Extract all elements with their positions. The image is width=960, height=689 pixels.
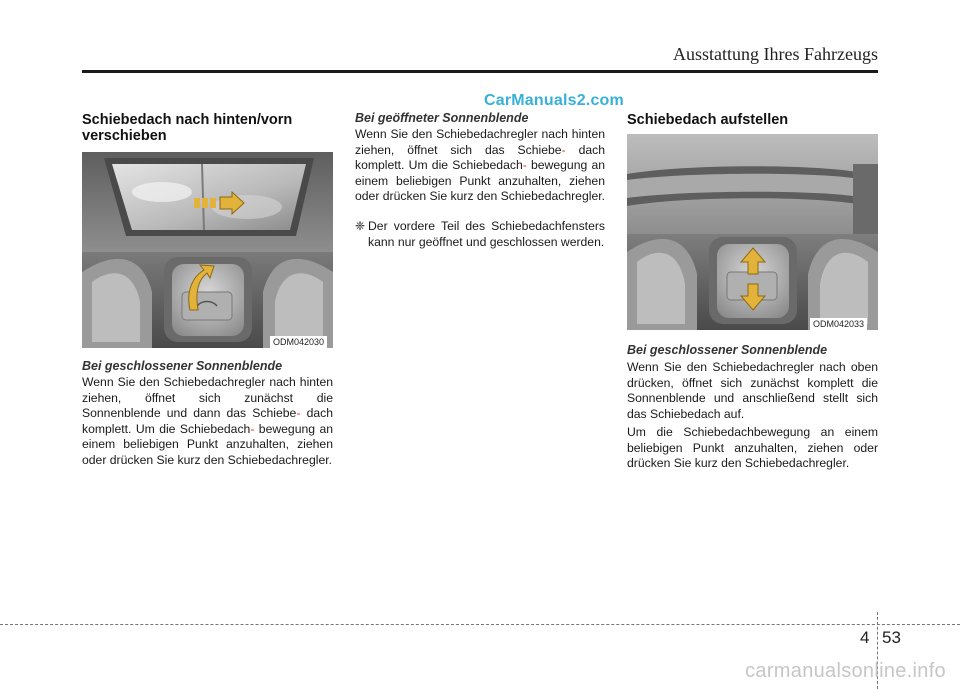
note: [355, 219, 605, 250]
figure-caption: ODM042033: [810, 318, 867, 330]
figure-caption: ODM042030: [270, 336, 327, 348]
subheading-open-sunshade: Bei geöffneter Sonnenblende: [355, 111, 529, 125]
text: dach komplett. Um die Schiebedach: [355, 142, 606, 172]
header-rule: [82, 70, 878, 73]
subheading-closed-sunshade: Bei geschlossener Sonnenblende: [82, 359, 283, 373]
footer-watermark-link[interactable]: carmanualsonline.info: [745, 660, 946, 682]
footer-rule: [0, 624, 960, 625]
section-heading-slide: Schiebedach nach hinten/vorn verschieben: [82, 112, 293, 144]
text: dach komplett. Um die Schiebedach: [82, 406, 333, 436]
hyphen: -: [561, 142, 566, 157]
paragraph-tilt: [627, 360, 878, 475]
hyphen: -: [250, 421, 255, 436]
paragraph-slide-closed: [82, 375, 333, 471]
text: bewegung an einem beliebigen Punkt anzuhalten, ziehen oder drücken Sie kurz den Schiebedachregler.: [355, 158, 605, 203]
paragraph: Um die Schiebedachbewegung an einem beliebigen Punkt anzuhalten, ziehen oder drücken Sie kurz den Schiebedachregler.: [627, 425, 878, 470]
figure-tilt-roof: [627, 134, 878, 330]
text: bewegung an einem beliebigen Punkt anzuhalten, ziehen oder drücken Sie kurz den Schiebedachregler.: [82, 421, 333, 467]
sunroof-slide-illustration: [82, 152, 333, 348]
watermark-link[interactable]: CarManuals2.com: [484, 92, 624, 109]
sunroof-tilt-illustration: [627, 134, 878, 330]
subheading-closed-sunshade: Bei geschlossener Sonnenblende: [627, 343, 828, 357]
text: Wenn Sie den Schiebedachregler nach hinten ziehen, öffnet sich zunächst die Sonnenblende und dann das Schiebe: [82, 375, 333, 420]
note-symbol: ❈: [355, 219, 366, 233]
paragraph-slide-open: [355, 127, 605, 208]
chapter-number: 4: [860, 628, 870, 647]
hyphen: -: [296, 406, 301, 420]
section-heading-tilt: Schiebedach aufstellen: [627, 112, 789, 128]
paragraph: Wenn Sie den Schiebedachregler nach oben drücken, öffnet sich zunächst komplett die Sonnenblende und anschließend stellt sich das Schiebedach auf.: [627, 360, 878, 421]
running-header: Ausstattung Ihres Fahrzeugs: [673, 44, 878, 64]
figure-slide-roof: [82, 152, 333, 348]
text: Wenn Sie den Schiebedachregler nach hinten ziehen, öffnet sich das Schiebe: [355, 127, 605, 157]
note-text: Der vordere Teil des Schiebedachfensters kann nur geöffnet und geschlossen werden.: [368, 219, 605, 249]
page-number: 53: [882, 628, 901, 647]
hyphen: -: [522, 158, 527, 172]
